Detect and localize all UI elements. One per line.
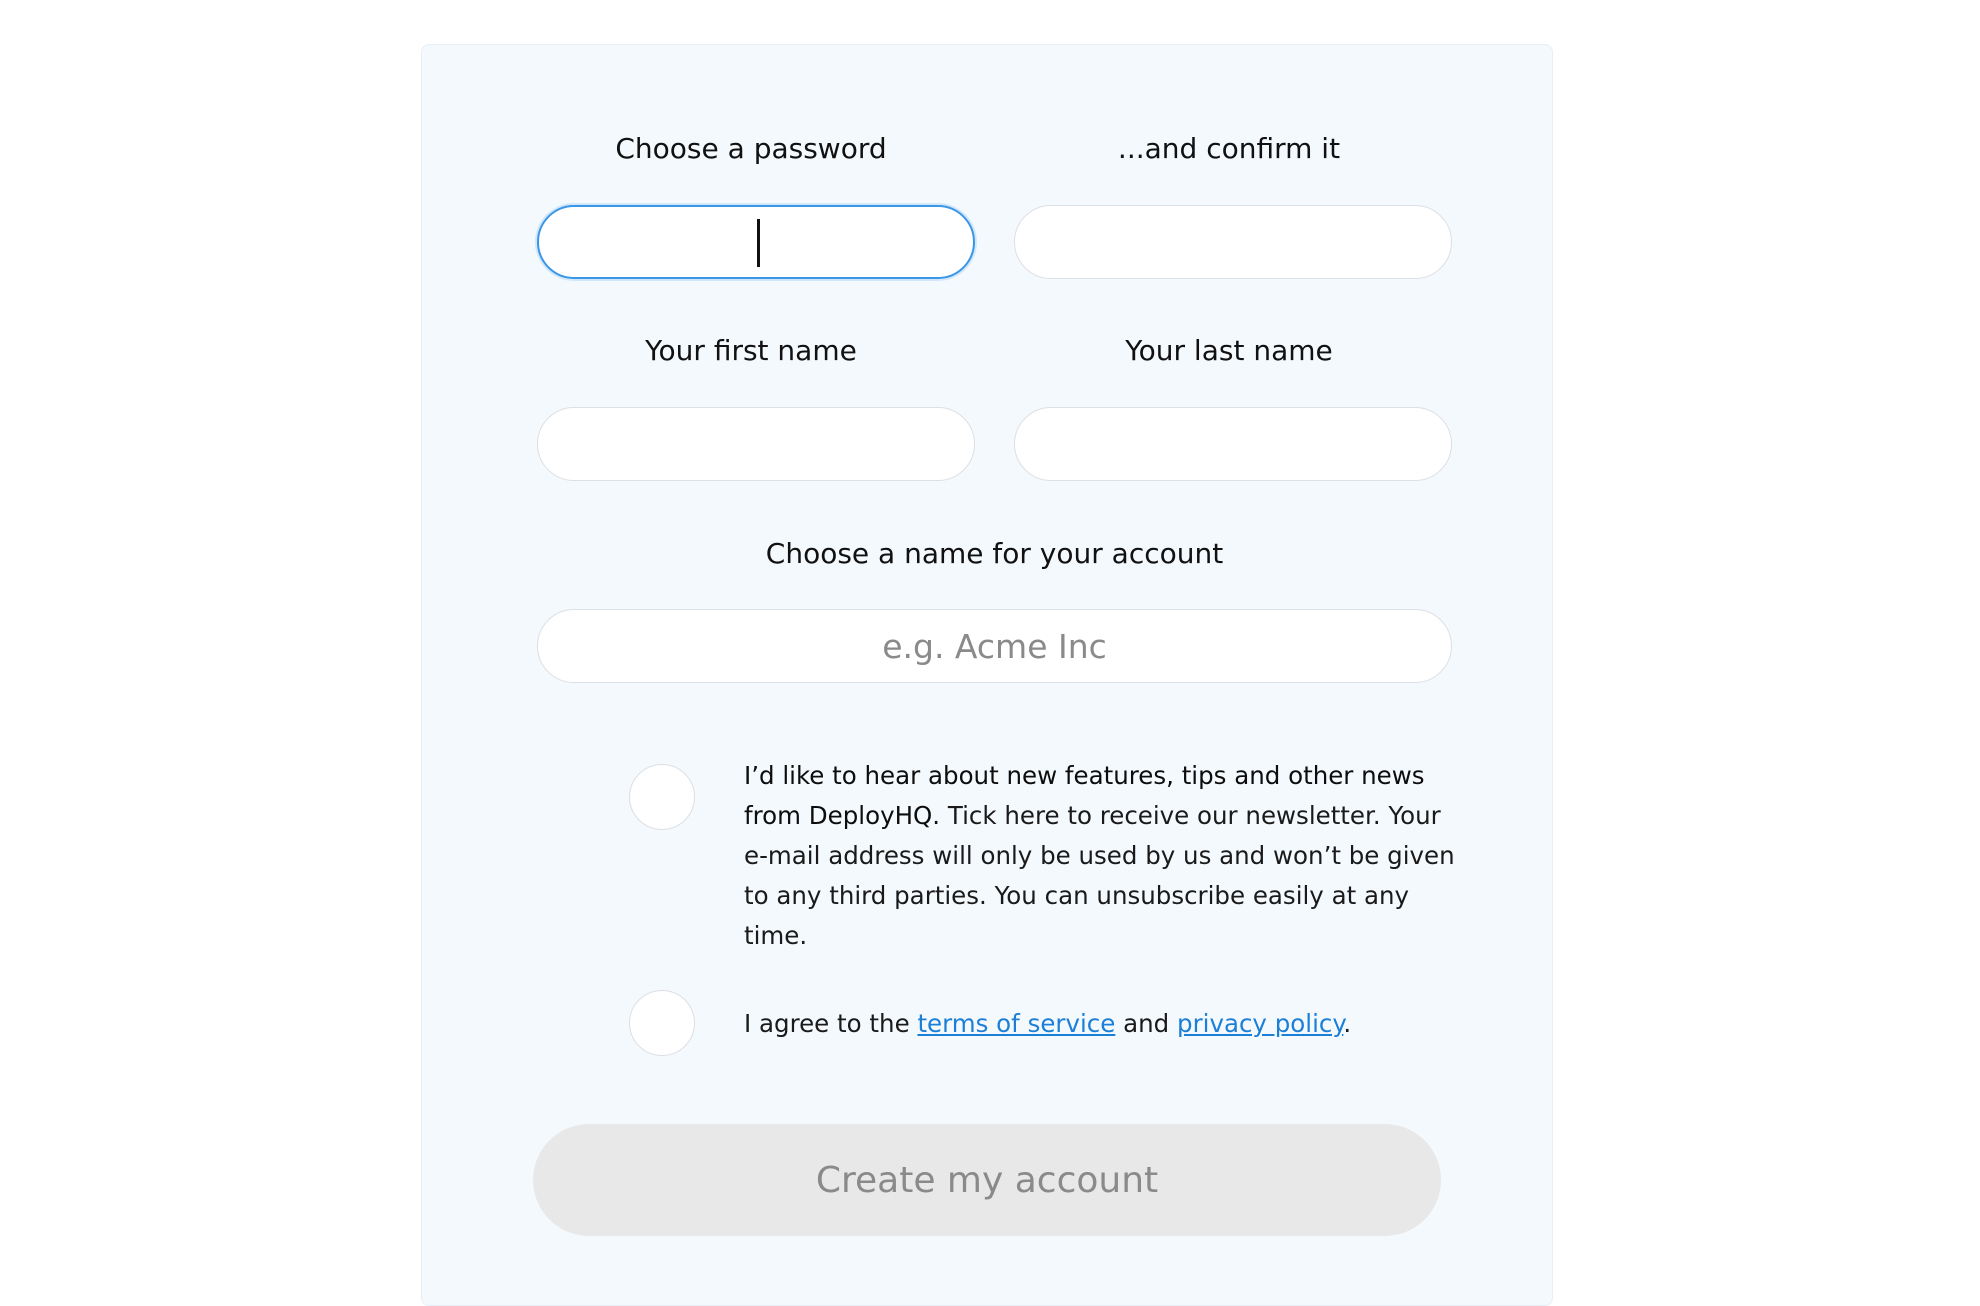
first-name-input[interactable]: [537, 407, 975, 481]
password-label: Choose a password: [615, 132, 887, 165]
last-name-input[interactable]: [1014, 407, 1452, 481]
terms-middle: and: [1115, 1009, 1178, 1038]
newsletter-lead-text: I’d like to hear about new features, tips and other news from DeployHQ.: [744, 761, 1425, 830]
last-name-label: Your last name: [1125, 334, 1333, 367]
confirm-password-input[interactable]: [1014, 205, 1452, 279]
newsletter-text: [744, 756, 1456, 956]
first-name-label: Your first name: [645, 334, 857, 367]
terms-text: [744, 1004, 1456, 1044]
terms-checkbox[interactable]: [629, 990, 695, 1056]
confirm-password-label: ...and confirm it: [1117, 132, 1341, 165]
account-name-label: Choose a name for your account: [765, 537, 1224, 570]
text-cursor: [757, 219, 760, 267]
terms-suffix: .: [1343, 1009, 1352, 1038]
newsletter-checkbox[interactable]: [629, 764, 695, 830]
account-name-input[interactable]: [537, 609, 1452, 683]
privacy-policy-link[interactable]: privacy policy: [1177, 1009, 1344, 1038]
terms-prefix: I agree to the: [744, 1009, 918, 1038]
terms-of-service-link[interactable]: terms of service: [917, 1009, 1116, 1038]
password-input[interactable]: [537, 205, 975, 279]
newsletter-detail-text: Tick here to receive our newsletter. Your e-mail address will only be used by us and won’t be given to any third parties. You can unsubscribe easily at any time.: [744, 801, 1455, 950]
create-account-button[interactable]: Create my account: [533, 1124, 1441, 1236]
